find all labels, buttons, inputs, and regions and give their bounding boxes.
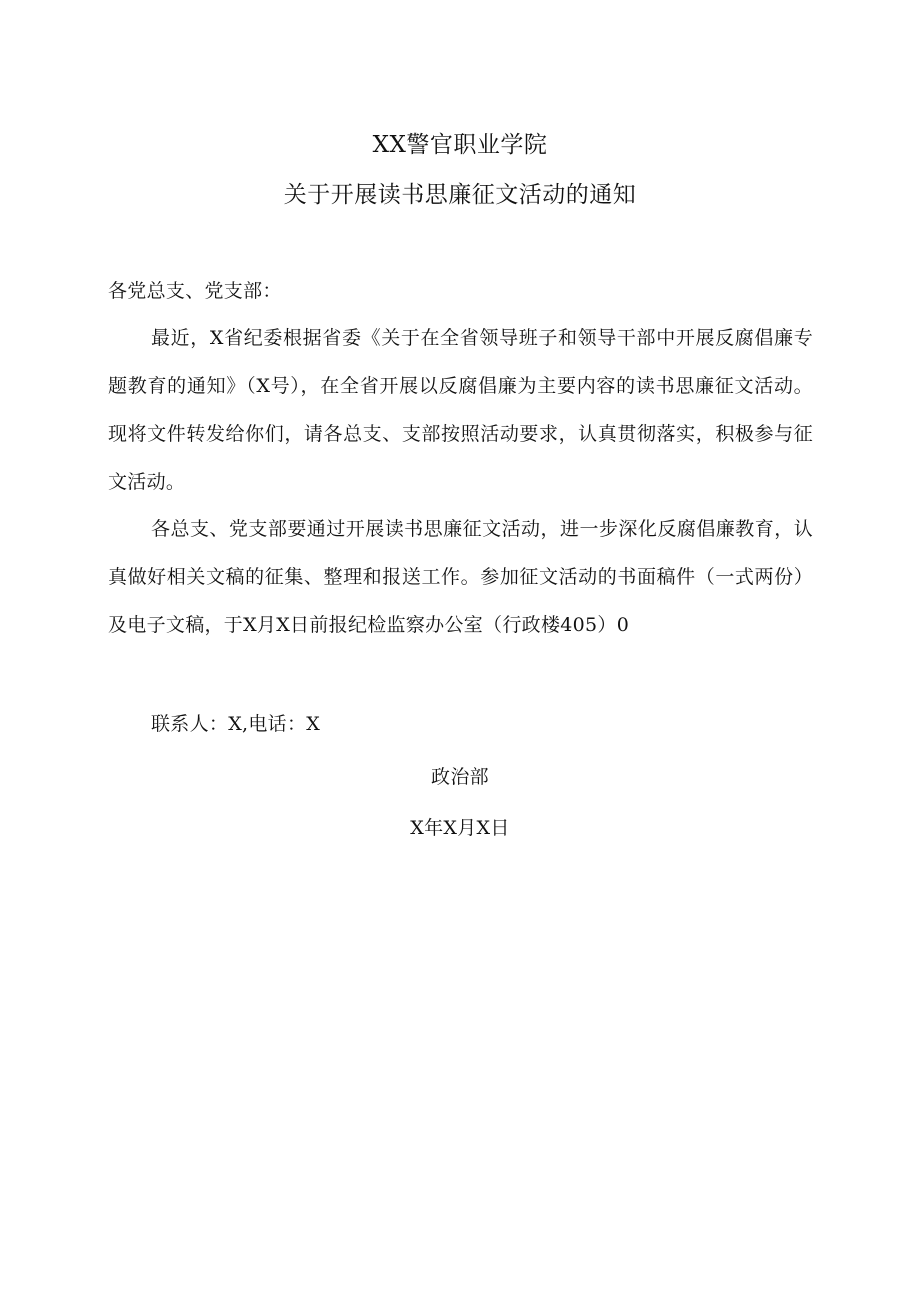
signature-date: X年X月X日 — [410, 817, 510, 839]
document-title-notice: 关于开展读书思廉征文活动的通知 — [283, 182, 637, 208]
body-paragraph-2: 各总支、党支部要通过开展读书思廉征文活动，进一步深化反腐倡廉教育，认真做好相关文稿的征集、整理和报送工作。参加征文活动的书面稿件（一式两份）及电子文稿，于X月X日前报纪检监察办公室（行政楼405）0 — [108, 518, 813, 636]
signature-organization: 政治部 — [431, 766, 489, 788]
contact-line: 联系人：X,电话：X — [151, 713, 321, 735]
document-title-institution: XX警官职业学院 — [372, 132, 548, 158]
body-paragraph-1: 最近，X省纪委根据省委《关于在全省领导班子和领导干部中开展反腐倡廉专题教育的通知》（X号），在全省开展以反腐倡廉为主要内容的读书思廉征文活动。现将文件转发给你们，请各总支、支部按照活动要求，认真贯彻落实，积极参与征文活动。 — [108, 327, 813, 493]
salutation: 各党总支、党支部： — [108, 280, 282, 302]
